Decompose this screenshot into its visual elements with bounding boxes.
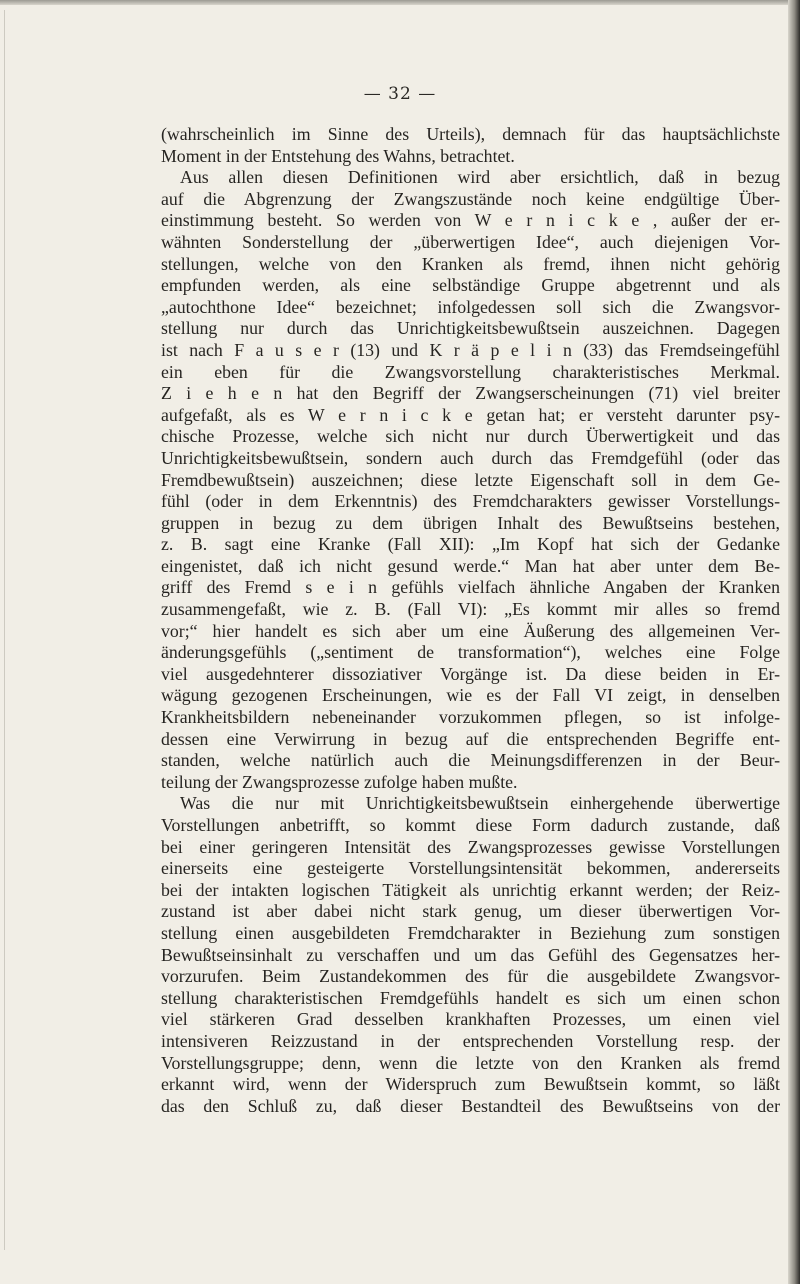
text-line: Moment in der Entstehung des Wahns, betrachtet. [161, 145, 515, 166]
text-line: aufgefaßt, als es W e r n i c k e getan hat; er versteht darunter psy- [161, 404, 780, 425]
text-line: vor;“ hier handelt es sich aber um eine Äußerung des allgemeinen Ver- [161, 620, 780, 641]
text-line: Z i e h e n hat den Begriff der Zwangserscheinungen (71) viel breiter [161, 383, 780, 404]
text-line: eingenistet, daß ich nicht gesund werde.“ Man hat aber unter dem Be- [161, 555, 780, 576]
text-line: Vorstellungen anbetrifft, so kommt diese Form dadurch zustande, daß [161, 815, 780, 835]
text-line: gruppen in bezug zu dem übrigen Inhalt des Bewußtseins bestehen, [161, 512, 780, 533]
text-line: wähnten Sonderstellung der „überwertigen Idee“, auch diejenigen Vor- [161, 231, 780, 252]
text-line: stellung einen ausgebildeten Fremdcharakter in Beziehung zum sonstigen [161, 922, 780, 943]
text-line: ist nach F a u s e r (13) und K r ä p e l i n (33) das Fremdseingefühl [161, 339, 780, 360]
text-line: (wahrscheinlich im Sinne des Urteils), demnach für das hauptsächlichste [161, 124, 780, 144]
text-line: „autochthone Idee“ bezeichnet; infolgedessen soll sich die Zwangsvor- [161, 296, 780, 317]
scan-left-margin-line [4, 10, 5, 1250]
text-line: Aus allen diesen Definitionen wird aber ersichtlich, daß in bezug [180, 167, 780, 188]
text-line: Unrichtigkeitsbewußtsein, sondern auch durch das Fremdgefühl (oder das [161, 447, 780, 468]
text-line: einerseits eine gesteigerte Vorstellungsintensität bekommen, andererseits [161, 858, 780, 879]
text-line: Fremdbewußtsein) auszeichnen; diese letzte Eigenschaft soll in dem Ge- [161, 469, 780, 490]
text-line: standen, welche natürlich auch die Meinungsdifferenzen in der Beur- [161, 750, 780, 771]
text-line: ein eben für die Zwangsvorstellung charakteristisches Merkmal. [161, 361, 780, 382]
text-line: auf die Abgrenzung der Zwangszustände noch keine endgültige Über- [161, 188, 780, 209]
text-line: Was die nur mit Unrichtigkeitsbewußtsein einhergehende überwertige [180, 793, 780, 814]
text-line: das den Schluß zu, daß dieser Bestandteil des Bewußtseins von der [161, 1095, 780, 1116]
text-line: vorzurufen. Beim Zustandekommen des für die ausgebildete Zwangsvor- [161, 966, 780, 987]
text-line: änderungsgefühls („sentiment de transformation“), welches eine Folge [161, 642, 780, 663]
text-line: dessen eine Verwirrung in bezug auf die entsprechenden Begriffe ent- [161, 728, 780, 749]
text-line: griff des Fremd s e i n gefühls vielfach ähnliche Angaben der Kranken [161, 577, 780, 598]
scan-right-edge-shadow [788, 0, 800, 1284]
text-line: viel stärkeren Grad desselben krankhaften Prozesses, um einen viel [161, 1009, 780, 1030]
text-line: stellungen, welche von den Kranken als fremd, ihnen nicht gehörig [161, 253, 780, 274]
page-number: — 32 — [363, 84, 437, 104]
text-line: teilung der Zwangsprozesse zufolge haben mußte. [161, 771, 518, 792]
text-line: zustand ist aber dabei nicht stark genug, um dieser überwertigen Vor- [161, 901, 780, 922]
text-line: bei einer geringeren Intensität des Zwangsprozesses gewisse Vorstellungen [161, 836, 780, 857]
text-line: Vorstellungsgruppe; denn, wenn die letzte von den Kranken als fremd [161, 1052, 780, 1073]
text-line: zusammengefaßt, wie z. B. (Fall VI): „Es kommt mir alles so fremd [161, 599, 780, 620]
text-line: Krankheitsbildern nebeneinander vorzukommen pflegen, so ist infolge- [161, 707, 780, 728]
text-line: Bewußtseinsinhalt zu verschaffen und um das Gefühl des Gegensatzes her- [161, 944, 780, 965]
text-line: stellung charakteristischen Fremdgefühls handelt es sich um einen schon [161, 987, 780, 1008]
text-line: chische Prozesse, welche sich nicht nur durch Überwertigkeit und das [161, 426, 780, 447]
body-text [161, 124, 780, 1117]
text-line: viel ausgedehnterer dissoziativer Vorgänge ist. Da diese beiden in Er- [161, 663, 780, 684]
text-line: z. B. sagt eine Kranke (Fall XII): „Im Kopf hat sich der Gedanke [161, 534, 780, 555]
text-line: wägung gezogenen Erscheinungen, wie es der Fall VI zeigt, in denselben [161, 685, 780, 706]
text-line: intensiveren Reizzustand in der entsprechenden Vorstellung resp. der [161, 1030, 780, 1051]
text-line: erkannt wird, wenn der Widerspruch zum Bewußtsein kommt, so läßt [161, 1074, 780, 1095]
text-line: bei der intakten logischen Tätigkeit als unrichtig erkannt werden; der Reiz- [161, 879, 780, 900]
text-line: fühl (oder in dem Erkenntnis) des Fremdcharakters gewisser Vorstellungs- [161, 491, 780, 512]
text-line: einstimmung besteht. So werden von W e r n i c k e , außer der er- [161, 210, 780, 231]
text-line: empfunden werden, als eine selbständige Gruppe abgetrennt und als [161, 275, 780, 296]
scan-top-border [0, 0, 792, 5]
text-line: stellung nur durch das Unrichtigkeitsbewußtsein auszeichnen. Dagegen [161, 318, 780, 339]
